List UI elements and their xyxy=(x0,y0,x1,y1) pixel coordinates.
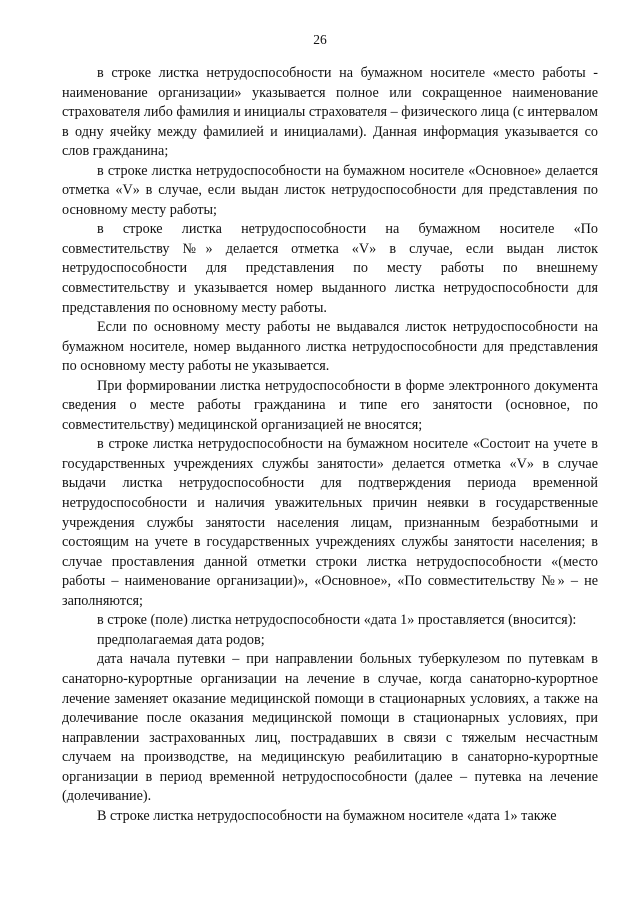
paragraph-date-1-also: В строке листка нетрудоспособности на бумажном носителе «дата 1» также xyxy=(97,807,557,824)
paragraph-main-job: в строке листка нетрудоспособности на бумажном носителе «Основное» делается отметка «V» в случае, если выдан листок нетрудоспособности для представления по основному месту работы; xyxy=(62,162,598,218)
paragraph-part-time: в строке листка нетрудоспособности на бумажном носителе «По совместительству №» делается отметка «V» в случае, если выдан листок нетрудоспособности для представления по месту работы по внешнему совместительству и указывается номер выданного листка нетрудоспособности для представления по основному месту работы. xyxy=(62,221,598,316)
paragraph-no-main-sheet: Если по основному месту работы не выдавался листок нетрудоспособности на бумажном носителе, номер выданного листка нетрудоспособности для представления по основному месту работы не указывается. xyxy=(62,319,598,375)
page-number: 26 xyxy=(313,32,327,47)
document-body xyxy=(62,64,598,826)
paragraph-birth-date: предполагаемая дата родов; xyxy=(97,631,265,648)
paragraph-employment-service: в строке листка нетрудоспособности на бумажном носителе «Состоит на учете в государственных учреждениях службы занятости» делается отметка «V» в случае выдачи листка нетрудоспособности для подтверждения периода временной нетрудоспособности и наличия уважительных причин неявки в государственные учреждения службы занятости населения лицам, признанным безработными и состоящим на учете в государственных учреждениях службы занятости населения; в случае проставления данной отметки строки листка нетрудоспособности «(место работы – наименование организации)», «Основное», «По совместительству №» – не заполняются; xyxy=(62,436,598,609)
paragraph-workplace: в строке листка нетрудоспособности на бумажном носителе «место работы - наименование организации» указывается полное или сокращенное наименование страхователя либо фамилия и инициалы страхователя – физического лица (с интервалом в одну ячейку между фамилией и инициалами). Данная информация указывается со слов гражданина; xyxy=(62,65,598,160)
paragraph-voucher-date: дата начала путевки – при направлении больных туберкулезом по путевкам в санаторно-курортные организации на лечение в случае, когда санаторно-курортное лечение заменяет оказание медицинской помощи в стационарных условиях, а также на долечивание после оказания медицинской помощи в стационарных условиях, при направлении застрахованных лиц, пострадавших в связи с тяжелым несчастным случаем на производстве, на медицинскую реабилитацию в санаторно-курортные организации в период временной нетрудоспособности (далее – путевка на лечение (долечивание). xyxy=(62,651,598,805)
paragraph-date-1: в строке (поле) листка нетрудоспособности «дата 1» проставляется (вносится): xyxy=(97,612,577,629)
paragraph-electronic: При формировании листка нетрудоспособности в форме электронного документа сведения о месте работы гражданина и типе его занятости (основное, по совместительству) медицинской организацией не вносятся; xyxy=(62,377,598,433)
